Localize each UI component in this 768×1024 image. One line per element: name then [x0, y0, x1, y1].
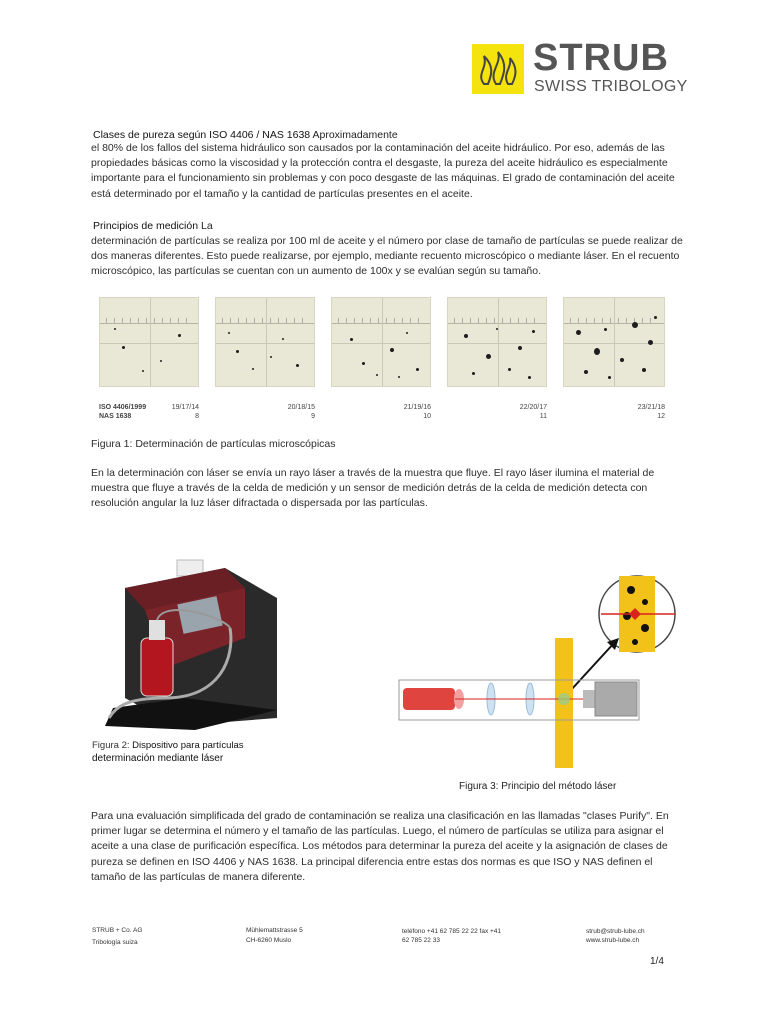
panel-nas-value: 11 — [539, 413, 547, 420]
figure1-micrographs — [99, 297, 665, 425]
section2-body: determinación de partículas se realiza por 100 ml de aceite y el número por clase de tamaño de partículas se puede realizar de dos maneras diferentes. Esto puede realizarse, por ejemplo, mediante recuento microscópico o mediante láser. En el recuento microscópico, las partículas se cuentan con un aumento de 100x y se evalúan según su tamaño. — [91, 235, 683, 278]
panel-iso-value: 21/19/16 — [403, 404, 431, 411]
section2-heading: Principios de medición — [93, 220, 199, 232]
footer-phone-line2: 62 785 22 33 — [402, 937, 440, 944]
panel-iso-value: 19/17/14 — [171, 404, 199, 411]
laser-paragraph: En la determinación con láser se envía un rayo láser a través de la muestra que fluye. El rayo láser ilumina el material de muestra que fluye a través de la celda de medición y un sensor de medición detrás de la celda de medición detecta con resolución angular la luz láser difractada o dispersada por las partículas. — [91, 467, 655, 510]
logo-mark — [472, 44, 524, 94]
nas-row-label: NAS 1638 — [99, 413, 132, 420]
figure2-caption-prefix: Figura 2: — [92, 740, 133, 751]
footer-company: STRUB + Co. AG — [92, 927, 143, 934]
iso-row-label: ISO 4406/1999 — [99, 404, 147, 411]
figure2-caption-b: determinación mediante láser — [92, 753, 224, 764]
section2-heading-tail: La — [198, 220, 213, 232]
footer-phone-line1: teléfono +41 62 785 22 22 fax +41 — [402, 928, 502, 935]
section1-heading: Clases de pureza según ISO 4406 / NAS 1638 — [93, 129, 311, 141]
footer-company-sub: Tribología suiza — [92, 939, 138, 946]
figure3-caption: Figura 3: Principio del método láser — [459, 781, 617, 792]
panel-nas-value: 10 — [423, 413, 431, 420]
flame-icon — [472, 44, 524, 94]
panel-nas-value: 12 — [657, 413, 665, 420]
micrograph-panel — [99, 297, 199, 387]
footer-web-link[interactable]: www.strub-lube.ch — [586, 937, 640, 944]
section3-body: Para una evaluación simplificada del grado de contaminación se realiza una clasificación en las llamadas "clases Purify". En primer lugar se determina el número y el tamaño de las partículas. Luego, el número de partículas se utiliza para asignar el aceite a una clase de purificación específica. Los métodos para determinar la pureza del aceite y la asignación de clases de pureza se definen en ISO 4406 y NAS 1638. La principal diferencia entre estas dos normas es que ISO y NAS definen el tamaño de las partículas de manera diferente. — [91, 810, 669, 883]
micrograph-panel — [563, 297, 665, 387]
page-number: 1/4 — [650, 956, 664, 967]
figure1-caption: Figura 1: Determinación de partículas microscópicas — [91, 438, 336, 450]
particle-counter-device-image — [105, 558, 280, 730]
panel-nas-value: 8 — [195, 413, 199, 420]
panel-nas-value: 9 — [311, 413, 315, 420]
micrograph-panel — [331, 297, 431, 387]
section2-heading-line — [93, 219, 693, 234]
panel-iso-value: 23/21/18 — [637, 404, 665, 411]
micrograph-panel — [215, 297, 315, 387]
panel-iso-value: 22/20/17 — [519, 404, 547, 411]
laser-principle-diagram — [395, 570, 685, 770]
footer-address-line1: Mühlemattstrasse 5 — [246, 927, 303, 934]
brand-tagline: SWISS TRIBOLOGY — [534, 78, 688, 95]
panel-iso-value: 20/18/15 — [287, 404, 315, 411]
section1-body: el 80% de los fallos del sistema hidráulico son causados por la contaminación del aceite hidráulico. Por eso, además de las propiedades básicas como la viscosidad y la protección contra el desgaste, la pureza del aceite hidráulico es especialmente importante para el funcionamiento sin problemas y con poco desgaste de las máquinas. El grado de contaminación del aceite está determinado por el tamaño y la cantidad de partículas presentes en el aceite. — [91, 142, 675, 200]
section1-heading-tail: Aproximadamente — [310, 129, 398, 141]
footer-email-link[interactable]: strub@strub-lube.ch — [586, 928, 645, 935]
figure2-caption-a: Dispositivo para partículas — [132, 740, 244, 751]
brand-name: STRUB — [533, 37, 669, 79]
figure2-caption — [92, 739, 244, 765]
footer-address-line2: CH-6260 Muslo — [246, 937, 292, 944]
micrograph-panel — [447, 297, 547, 387]
